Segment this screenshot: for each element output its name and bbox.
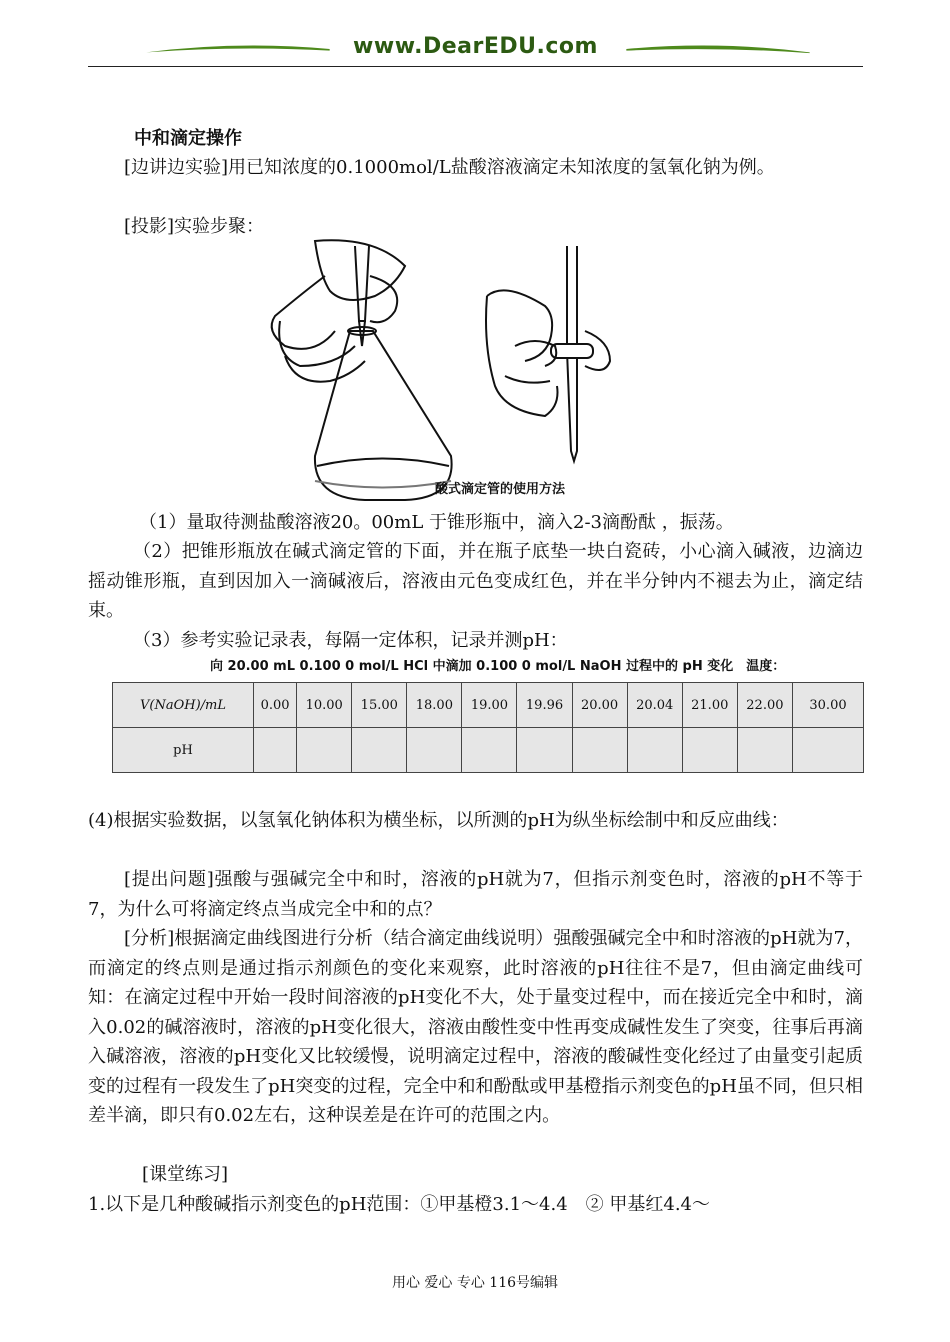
table-row (113, 683, 864, 728)
conical-flask-drawing (315, 327, 452, 500)
volume-header-cell: V(NaOH)/mL (113, 683, 254, 728)
ph-record-table (112, 682, 864, 773)
paragraph-exercise-heading: [课堂练习] (142, 1164, 229, 1185)
volume-cell: 22.00 (737, 683, 792, 728)
page-footer: 用心 爱心 专心 116号编辑 (391, 1275, 559, 1291)
volume-cell: 10.00 (297, 683, 352, 728)
header-rule (88, 66, 863, 67)
ph-cell (793, 728, 864, 773)
volume-cell: 19.00 (462, 683, 517, 728)
table-caption: 向 20.00 mL 0.100 0 mol/L HCl 中滴加 0.100 0 mol/L NaOH 过程中的 pH 变化 温度： (210, 659, 786, 674)
paragraph-question: [提出问题]强酸与强碱完全中和时，溶液的pH就为7，但指示剂变色时，溶液的pH不等于7，为什么可将滴定终点当成完全中和的点？ (88, 869, 863, 920)
paragraph-step-1: （1）量取待测盐酸溶液20。00mL 于锥形瓶中，滴入2-3滴酚酞 ，振荡。 (139, 512, 734, 533)
ph-cell (737, 728, 792, 773)
figure-caption: 酸式滴定管的使用方法 (435, 482, 566, 497)
ph-cell (517, 728, 572, 773)
ph-cell (682, 728, 737, 773)
page-header (88, 30, 863, 70)
ph-cell (572, 728, 627, 773)
volume-cell: 21.00 (682, 683, 737, 728)
volume-cell: 30.00 (793, 683, 864, 728)
titration-illustration (255, 236, 645, 506)
burette-drawing (551, 246, 593, 461)
paragraph-projection: [投影]实验步聚： (124, 216, 265, 237)
volume-cell: 20.00 (572, 683, 627, 728)
volume-cell: 20.04 (627, 683, 682, 728)
table-row (113, 728, 864, 773)
ph-cell (462, 728, 517, 773)
section-title: 中和滴定操作 (134, 128, 242, 149)
right-swoosh-decoration (608, 44, 828, 54)
paragraph-step-2: （2）把锥形瓶放在碱式滴定管的下面，并在瓶子底垫一块白瓷砖，小心滴入碱液，边滴边摇动锥形瓶，直到因加入一滴碱液后，溶液由元色变成红色，并在半分钟内不褪去为止，滴定结束。 (88, 541, 863, 621)
paragraph-intro: [边讲边实验]用已知浓度的0.1000mol/L盐酸溶液滴定未知浓度的氢氧化钠为例。 (124, 157, 775, 178)
site-logo: www.DearEDU.com (353, 34, 598, 59)
paragraph-step-4: (4)根据实验数据，以氢氧化钠体积为横坐标，以所测的pH为纵坐标绘制中和反应曲线： (88, 810, 789, 831)
ph-cell (297, 728, 352, 773)
ph-cell (627, 728, 682, 773)
ph-cell (407, 728, 462, 773)
volume-cell: 19.96 (517, 683, 572, 728)
paragraph-step-3: （3）参考实验记录表，每隔一定体积，记录并测pH： (133, 630, 568, 651)
ph-cell (352, 728, 407, 773)
ph-cell (254, 728, 297, 773)
volume-cell: 0.00 (254, 683, 297, 728)
paragraph-exercise-1: 1.以下是几种酸碱指示剂变色的pH范围：①甲基橙3.1～4.4 ② 甲基红4.4～ (88, 1194, 710, 1215)
paragraph-analysis: [分析]根据滴定曲线图进行分析（结合滴定曲线说明）强酸强碱完全中和时溶液的pH就为7，而滴定的终点则是通过指示剂颜色的变化来观察，此时溶液的pH往往不是7，但由滴定曲线可知：在滴定过程中开始一段时间溶液的pH变化不大，处于量变过程中，而在接近完全中和时，滴入0.02的碱溶液时，溶液的pH变化很大，溶液由酸性变中性再变成碱性发生了突变，往事后再滴入碱溶液，溶液的pH变化又比较缓慢，说明滴定过程中，溶液的酸碱性变化经过了由量变引起质变的过程有一段发生了pH突变的过程，完全中和和酚酞或甲基橙指示剂变色的pH虽不同，但只相差半滴，即只有0.02左右，这种误差是在许可的范围之内。 (88, 928, 863, 1126)
volume-cell: 18.00 (407, 683, 462, 728)
ph-header-cell: pH (113, 728, 254, 773)
volume-cell: 15.00 (352, 683, 407, 728)
